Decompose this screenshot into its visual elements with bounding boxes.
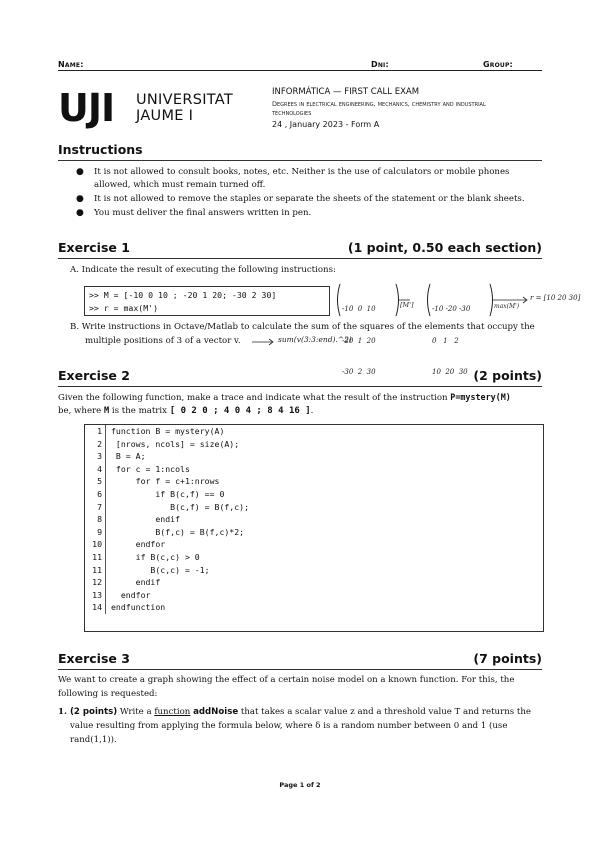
code-line (85, 538, 249, 551)
hand-arrow-icon (252, 338, 276, 346)
line-number: 4 (85, 463, 106, 476)
exercise3-rule (58, 669, 542, 670)
handwritten-answer-b: sum(v(3:3:end).^2) (278, 335, 352, 344)
code-line (85, 526, 249, 539)
dni-label: Dni: (371, 60, 389, 69)
code-text: for f = c+1:nrows (111, 476, 220, 487)
line-number: 8 (85, 513, 106, 526)
exercise1-part-b-cont: multiple positions of 3 of a vector v. (85, 336, 241, 346)
exercise2-heading: Exercise 2 (58, 368, 130, 383)
exercise3-points: (7 points) (473, 651, 542, 666)
exercise1-code-box (84, 286, 330, 316)
exercise2-rule (58, 386, 542, 387)
exercise1-part-a: A. Indicate the result of executing the following instructions: (70, 265, 336, 275)
exercise1-rule (58, 258, 542, 259)
code-line (85, 438, 249, 451)
exercise3-item1-cont2: rand(1,1)). (70, 735, 117, 745)
code-line (85, 551, 249, 564)
code-text: [nrows, ncols] = size(A); (111, 438, 240, 449)
code-text: B(c,f) = B(f,c); (111, 501, 250, 512)
exercise1-points: (1 point, 0.50 each section) (347, 240, 542, 255)
exam-title: INFORMÁTICA — FIRST CALL EXAM (272, 87, 420, 97)
bullet-icon: ● (76, 194, 84, 204)
exercise1-part-b: B. Write instructions in Octave/Matlab to calculate the sum of the squares of the elements that occupy the (70, 322, 535, 332)
code-line (85, 576, 249, 589)
hand-matrix-mt: -10 -20 -30 0 1 2 10 20 30 (432, 305, 471, 376)
exercise2-text-cont: be, where M is the matrix [ 0 2 0 ; 4 0 4 ; 8 4 16 ]. (58, 406, 314, 416)
group-label: Group: (483, 60, 513, 69)
code-line (85, 513, 249, 526)
code-text: endfor (111, 589, 151, 600)
code-line (85, 501, 249, 514)
code-text: for c = 1:ncols (111, 463, 190, 474)
code-line (85, 463, 249, 476)
code-line (85, 601, 249, 614)
code-line (85, 450, 249, 463)
exercise3-intro: We want to create a graph showing the effect of a certain noise model on a known function. For this, the (58, 675, 515, 685)
instructions-rule (58, 160, 542, 161)
instruction-item: You must deliver the final answers written in pen. (94, 208, 312, 218)
line-number: 1 (85, 425, 106, 438)
page-number: Page 1 of 2 (279, 781, 321, 789)
exercise3-heading: Exercise 3 (58, 651, 130, 666)
code-line: >> M = [-10 0 10 ; -20 1 20; -30 2 30] (89, 290, 277, 300)
exercise1-heading: Exercise 1 (58, 240, 130, 255)
code-line: >> r = max(M') (89, 302, 159, 313)
hand-max-label: max(M') (494, 303, 520, 310)
logo-text: UNIVERSITAT JAUME I (136, 92, 234, 124)
instruction-item-cont: allowed, which must remain turned off. (94, 180, 266, 190)
exam-date: 24 , January 2023 - Form A (272, 120, 380, 129)
exercise3-item1: (2 points) Write a function addNoise that takes a scalar value z and a threshold value T and returns the (70, 707, 531, 717)
exercise3-item-number: 1. (58, 707, 67, 717)
code-line (85, 475, 249, 488)
code-text: if B(c,c) > 0 (111, 551, 200, 562)
code-line (85, 488, 249, 501)
university-logo (58, 86, 258, 130)
code-text: endif (111, 514, 181, 525)
instruction-item: It is not allowed to consult books, notes, etc. Neither is the use of calculators or mobile phones (94, 167, 510, 177)
code-text: function B = mystery(A) (111, 426, 225, 436)
logo-mark: UJI (58, 86, 115, 130)
instruction-item: It is not allowed to remove the staples or separate the sheets of the statement or the blank sheets. (94, 194, 525, 204)
exercise3-item1-cont: value resulting from applying the formula below, where δ is a random number between 0 and 1 (use (70, 721, 508, 731)
line-number: 11 (85, 551, 106, 564)
line-number: 2 (85, 438, 106, 451)
line-number: 12 (85, 576, 106, 589)
code-line (85, 425, 249, 438)
code-text: B = A; (111, 451, 146, 462)
line-number: 3 (85, 450, 106, 463)
code-text: endfor (111, 539, 166, 550)
code-text: B(f,c) = B(f,c)*2; (111, 526, 245, 537)
code-text: B(c,c) = -1; (111, 564, 210, 575)
code-text: endif (111, 577, 161, 588)
line-number: 11 (85, 564, 106, 577)
line-number: 5 (85, 475, 106, 488)
exam-degrees: Degrees in electrical engineering, mechanics, chemistry and industrial technologies (272, 100, 486, 117)
line-number: 6 (85, 488, 106, 501)
line-number: 13 (85, 589, 106, 602)
code-text: if B(c,f) == 0 (111, 488, 225, 499)
code-line (85, 564, 249, 577)
hand-matrix-m: -10 0 10 -20 1 20 -30 2 30 (342, 305, 376, 376)
line-number: 7 (85, 501, 106, 514)
exercise2-points: (2 points) (473, 368, 542, 383)
header-rule (58, 70, 542, 71)
exercise2-text: Given the following function, make a trace and indicate what the result of the instruction P=mystery(M) (58, 392, 511, 403)
name-label: Name: (58, 60, 84, 69)
code-lines (85, 425, 249, 614)
exercise3-intro-cont: following is requested: (58, 689, 158, 699)
line-number: 9 (85, 526, 106, 539)
line-number: 14 (85, 601, 106, 614)
instructions-heading: Instructions (58, 142, 143, 157)
hand-transpose-label: [M'] (400, 301, 414, 309)
code-text: endfunction (111, 602, 166, 613)
hand-result: r = [10 20 30] (530, 294, 581, 302)
line-number: 10 (85, 538, 106, 551)
code-line (85, 589, 249, 602)
bullet-icon: ● (76, 208, 84, 218)
exercise2-code-listing (84, 424, 544, 632)
bullet-icon: ● (76, 167, 84, 177)
